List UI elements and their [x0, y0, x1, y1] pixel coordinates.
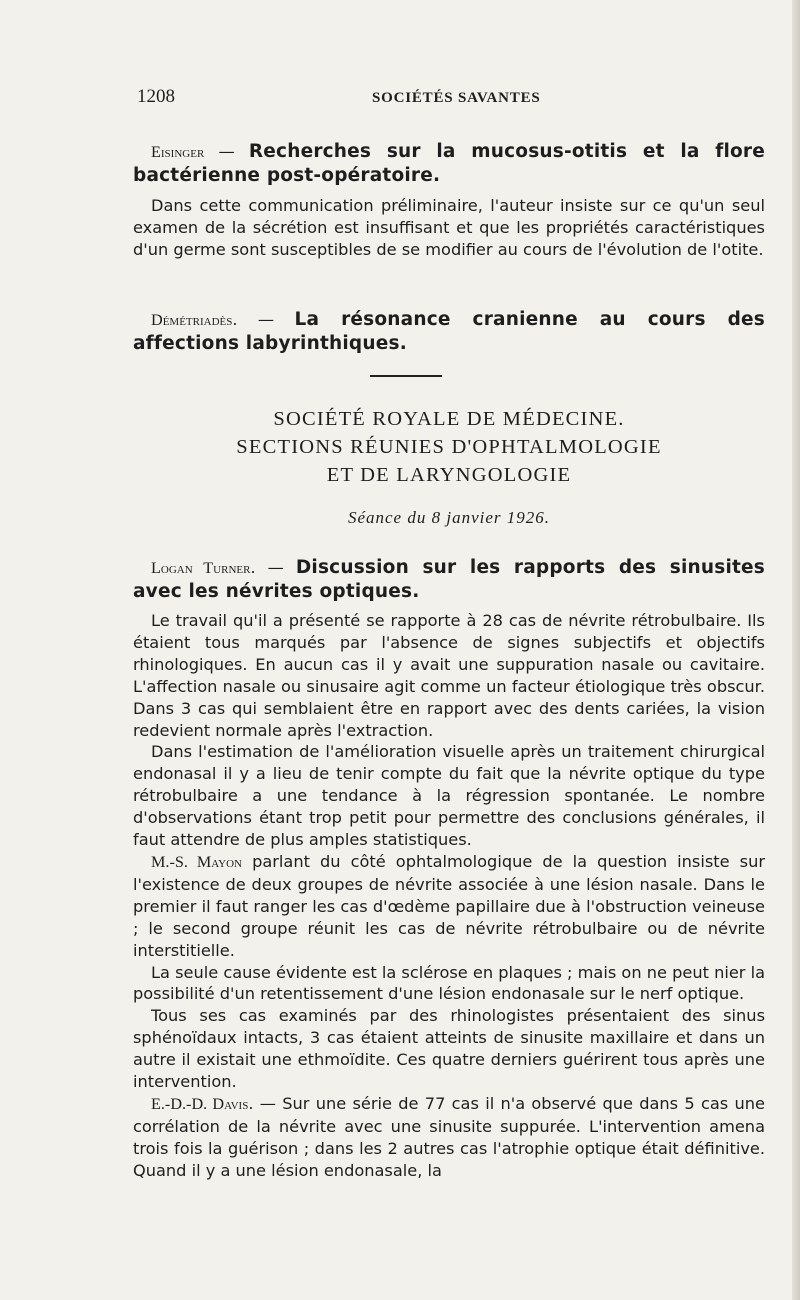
- entry-title: Discussion sur les rapports des sinusites avec les névrites optiques.: [133, 557, 765, 602]
- paragraph-4: La seule cause évidente est la sclérose en plaques ; mais on ne peut nier la possibilité d'un retentissement d'une lésion endonasale sur le nerf optique.: [133, 962, 766, 1004]
- society-line-1: SOCIÉTÉ ROYALE DE MÉDECINE.: [273, 408, 625, 430]
- section-divider: [370, 375, 442, 377]
- entry-turner: [133, 556, 765, 1182]
- paragraph-5: Tous ses cas examinés par des rhinologistes présentaient des sinus sphénoïdaux intacts, 3 cas étaient atteints de sinusite maxillaire et dans un autre il existait une ethmoïdite. Ces quatre derniers guérirent tous après une intervention.: [133, 1006, 765, 1092]
- running-title: SOCIÉTÉS SAVANTES: [372, 90, 541, 106]
- separator: . —: [232, 310, 295, 329]
- paragraph-1: Le travail qu'il a présenté se rapporte à 28 cas de névrite rétrobulbaire. Ils étaient tous marqués par l'absence de signes subjectifs et objectifs rhinologiques. En aucun cas il y avait une suppuration nasale ou cavitaire. L'affection nasale ou sinusaire agit comme un facteur étiologique très obscur. Dans 3 cas qui semblaient être en rapport avec des dents cariées, la vision redevient normale après l'extraction.: [133, 611, 765, 740]
- paragraph-text: parlant du côté ophtalmologique de la question insiste sur l'existence de deux groupes de névrite associée à une lésion nasale. Dans le premier il faut ranger les cas d'œdème papillaire due à l'obstruction veineuse ; le second groupe réunit les cas de névrite rétrobulbaire ou de névrite interstitielle.: [133, 851, 766, 960]
- author-name: Démétriadès: [151, 311, 233, 329]
- paragraph-6: [133, 1093, 765, 1182]
- entry-heading: [133, 140, 765, 188]
- author-name: Eisinger: [151, 143, 205, 161]
- entry-demetriades: [133, 308, 765, 356]
- entry-paragraph: Dans cette communication préliminaire, l'auteur insiste sur ce qu'un seul examen de la sécrétion est insuffisant et que les propriétés caractéristiques d'un germe sont susceptibles de se modifier au cours de l'évolution de l'otite.: [133, 196, 765, 259]
- session-date: Séance du 8 janvier 1926.: [347, 508, 551, 527]
- author-name: Logan Turner: [151, 559, 251, 577]
- separator: . —: [250, 558, 296, 577]
- entry-heading: [133, 556, 765, 604]
- paragraph-2: Dans l'estimation de l'amélioration visuelle après un traitement chirurgical endonasal il y a lieu de tenir compte du fait que la névrite optique du type rétrobulbaire a une tendance à la régression spontanée. Le nombre d'observations étant trop petit pour permettre des conclusions générales, il faut attendre de plus amples statistiques.: [133, 742, 765, 850]
- society-line-3: ET DE LARYNGOLOGIE: [326, 464, 572, 486]
- separator: —: [204, 142, 249, 161]
- entry-title: Recherches sur la mucosus-otitis et la flore bactérienne post-opératoire.: [133, 141, 765, 186]
- entry-title: La résonance cranienne au cours des affections labyrinthiques.: [133, 309, 765, 354]
- page-number: 1208: [137, 86, 175, 107]
- entry-heading: [133, 308, 765, 356]
- entry-eisinger: [133, 140, 765, 261]
- author-name: M.-S. Mayon: [151, 852, 243, 871]
- paragraph-3: [133, 851, 765, 962]
- paragraph-text: . — Sur une série de 77 cas il n'a observé que dans 5 cas une corrélation de la névrite avec une sinusite suppurée. L'intervention amena trois fois la guérison ; dans les 2 autres cas l'atrophie optique était définitive. Quand il y a une lésion endonasale, la: [133, 1093, 765, 1180]
- society-heading: [133, 405, 765, 489]
- page-header: [137, 86, 767, 110]
- page-edge: [792, 0, 800, 1300]
- society-line-2: SECTIONS RÉUNIES D'OPHTALMOLOGIE: [236, 436, 662, 458]
- author-name: E.-D.-D. Davis: [151, 1094, 249, 1113]
